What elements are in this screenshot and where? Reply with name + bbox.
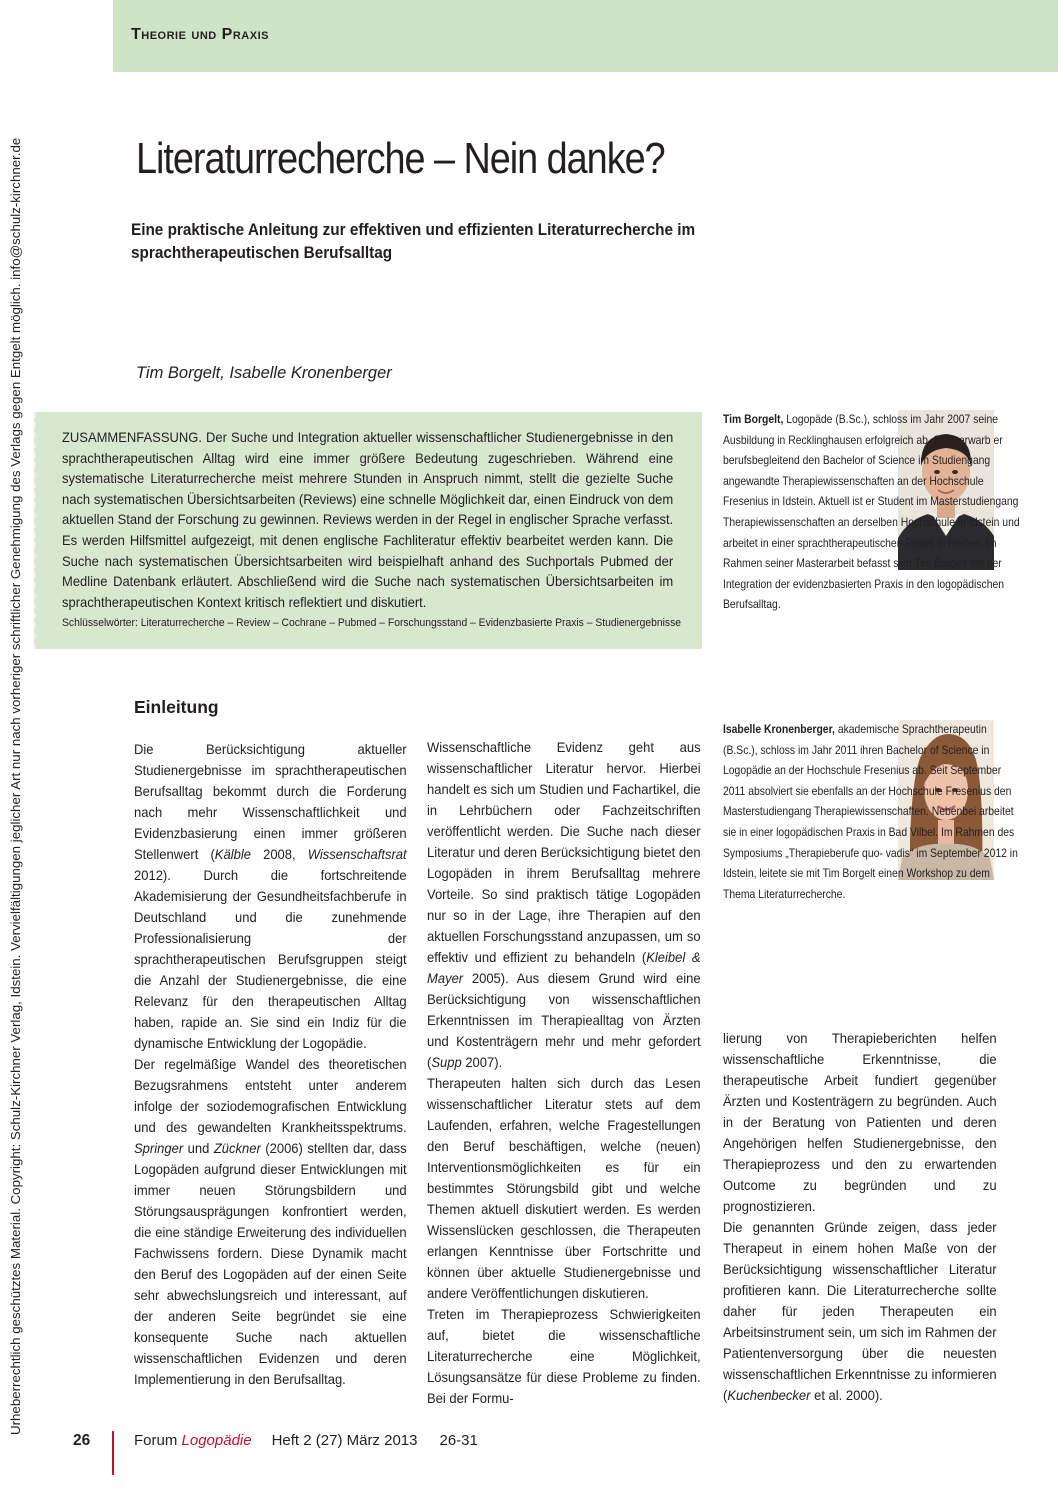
article-authors: Tim Borgelt, Isabelle Kronenberger (136, 364, 392, 382)
text: Die Berücksichtigung aktueller Studienergebnisse im sprachtherapeutischen Berufsalltag bekommt durch die Forderung nach mehr Wissenschaftlichkeit und Evidenzbasierung einen immer größeren Stellenwert ( (134, 742, 407, 862)
page-number: 26 (73, 1432, 91, 1449)
paragraph (134, 739, 407, 1054)
paragraph: lierung von Therapieberichten helfen wissenschaftliche Erkenntnisse, die therapeutische Arbeit fundiert gegenüber Ärzten und Kostenträgern zu begründen. Auch in der Beratung von Patienten und deren Angehörigen helfen Studienergebnisse, den Therapieprozess und den zu erwartenden Outcome zu begründen und zu prognostizieren. (723, 1031, 997, 1214)
text: Die genannten Gründe zeigen, dass jeder Therapeut in einem hohen Maße von der Berücksichtigung wissenschaftlicher Literatur profitieren kann. Die Literaturrecherche sollte daher für jeden Therapeuten ein Arbeitsinstrument sein, um sich im Rahmen der Patientenversorgung über die neuesten wissenschaftlichen Erkenntnisse zu informieren ( (723, 1220, 997, 1403)
body-column-1 (134, 739, 407, 1390)
author-bio-kronenberger (723, 719, 1022, 904)
section-heading: Einleitung (134, 697, 219, 717)
page-range: 26-31 (439, 1432, 478, 1449)
paragraph (723, 1217, 997, 1406)
citation: Wissenschaftsrat (307, 847, 407, 862)
abstract-text: ZUSAMMENFASSUNG. Der Suche und Integration aktueller wissenschaftlicher Studienergebnisse in den sprachtherapeutischen Alltag wird eine immer größere Bedeutung zugeschrieben. Während eine systematische Literaturrecherche meist mehrere Stunden in Anspruch nimmt, stellt die gezielte Suche nach systematischen Übersichtsarbeiten (Reviews) eine schnelle Möglichkeit dar, einen Eindruck von dem aktuellen Stand der Forschung zu gewinnen. Reviews werden in der Regel in englischer Sprache verfasst. Es werden Hilfsmittel aufgezeigt, mit denen englische Fachliteratur effektiv bearbeitet werden kann. Die Suche nach systematischen Übersichtsarbeiten wird beispielhaft anhand des Suchportals Pubmed der Medline Datenbank erläutert. Abschließend wird die Suche nach systematischen Übersichtsarbeiten im sprachtherapeutischen Kontext kritisch reflektiert und diskutiert. (62, 430, 674, 610)
paragraph (427, 737, 701, 1073)
copyright-notice: Urheberrechtlich geschütztes Material. Copyright: Schulz-Kirchner Verlag, Idstein. Vervielfältigungen jeglicher Art nur nach vorheriger schriftlicher Genehmigung des Verlags gegen Entgelt möglich. info@schulz-kirchner.de (8, 137, 23, 1435)
bio-text: Logopäde (B.Sc.), schloss im Jahr 2007 seine Ausbildung in Recklinghausen erfolgreich ab. 2011 erwarb er berufsbegleitend den Bachelor of Science im Studiengang angewandte Therapiewissenschaften an der Hochschule Fresenius in Idstein. Aktuell ist er Student im Masterstudiengang Therapiewissenschaften an derselben Hochschule in Idstein und arbeitet in einer sprachtherapeutischen Praxis in Herten. Im Rahmen seiner Masterarbeit befasst sich Tim Borgelt mit der Integration der evidenzbasierten Praxis in den logopädischen Berufsalltag. (723, 412, 1020, 612)
text: 2012). Durch die fortschreitende Akademisierung der Gesundheitsfachberufe in Deutschland und die zunehmende Professionalisierung der sprachtherapeutischen Berufsgruppen steigt die Anzahl der Studienergebnisse, die eine Relevanz für den therapeutischen Alltag haben, rapide an. Sie sind ein Indiz für die dynamische Entwicklung der Logopädie. (134, 868, 407, 1051)
text: Der regelmäßige Wandel des theoretischen Bezugsrahmens entsteht unter anderem infolge der soziodemografischen Entwicklung und des gewandelten Krankheitsspektrums. (134, 1057, 407, 1135)
bio-name: Tim Borgelt, (723, 412, 784, 426)
text: 2008, (250, 847, 308, 862)
citation: Zückner (213, 1141, 261, 1156)
citation: Supp (431, 1055, 462, 1070)
citation: Springer (134, 1141, 184, 1156)
author-bio-borgelt (723, 409, 1022, 615)
citation: Kälble (214, 847, 251, 862)
text: (2006) stellten dar, dass Logopäden aufgrund dieser Entwicklungen mit immer neuen Störungsbildern und Störungsausprägungen konfrontiert werden, die eine ständige Erweiterung des individuellen Fachwissens fordern. Diese Dynamik macht den Beruf des Logopäden auf der einen Seite sehr abwechslungsreich und interessant, auf der anderen Seite begründet sie eine konsequente Suche nach aktuellen wissenschaftlichen Evidenzen und deren Implementierung in den Berufsalltag. (134, 1141, 407, 1387)
text: Wissenschaftliche Evidenz geht aus wissenschaftlicher Literatur hervor. Hierbei handelt es sich um Studien und Fachartikel, die in Lehrbüchern oder Fachzeitschriften veröffentlicht werden. Die Suche nach dieser Literatur und deren Berücksichtigung bietet den Logopäden in ihrem Berufsalltag mehrere Vorteile. So sind praktisch tätige Logopäden nur so in der Lage, ihre Therapien auf den aktuellen Forschungsstand anzupassen, um so effektiv und effizient zu behandeln ( (427, 740, 701, 965)
journal-issue: Heft 2 (27) März 2013 (271, 1432, 418, 1449)
article-subtitle: Eine praktische Anleitung zur effektiven und effizienten Literaturrecherche im sprachtherapeutischen Berufsalltag (131, 221, 696, 262)
footer-divider (112, 1431, 114, 1475)
journal-info (134, 1432, 478, 1449)
text: 2007). (461, 1055, 503, 1070)
bio-text: akademische Sprachtherapeutin (B.Sc.), schloss im Jahr 2011 ihren Bachelor of Science in Logopädie an der Hochschule Fresenius ab. Seit September 2011 absolviert sie ebenfalls an der Hochschule Fresenius den Masterstudiengang Therapiewissenschaften. Nebenbei arbeitet sie in einer logopädischen Praxis in Bad Vilbel. Im Rahmen des Symposiums „Therapieberufe quo- vadis“ im September 2012 in Idstein, leitete sie mit Tim Borgelt einen Workshop zu dem Thema Literaturrecherche. (723, 722, 1018, 901)
text: et al. 2000). (810, 1388, 883, 1403)
paragraph (134, 1054, 407, 1390)
body-column-3 (723, 1028, 997, 1406)
keywords: Schlüsselwörter: Literaturrecherche – Review – Cochrane – Pubmed – Forschungsstand – Evidenzbasierte Praxis – Studienergebnisse (62, 617, 682, 629)
text: 2005). Aus diesem Grund wird eine Berücksichtigung von wissenschaftlichen Erkenntnissen im Therapiealltag von Ärzten und Kostenträgern mehr und mehr gefordert ( (427, 971, 701, 1070)
text: und (183, 1141, 214, 1156)
citation: Kleibel & Mayer (427, 950, 701, 986)
bio-name: Isabelle Kronenberger, (723, 722, 835, 736)
body-column-2 (427, 737, 701, 1409)
journal-forum: Forum (134, 1432, 178, 1449)
paragraph: Therapeuten halten sich durch das Lesen wissenschaftlicher Literatur stets auf dem Laufenden, erfahren, welche Fragestellungen den Beruf beschäftigen, welche (neuen) Interventionsmöglichkeiten es für ein bestimmtes Störungsbild gibt und welche Themen aktuell diskutiert werden. Es werden Wissenslücken geschlossen, die Therapeuten erlangen Kenntnisse über Fortschritte und können über aktuelle Studienergebnisse und andere Veröffentlichungen diskutieren. (427, 1076, 701, 1301)
paragraph: Treten im Therapieprozess Schwierigkeiten auf, bietet die wissenschaftliche Literaturrecherche eine Möglichkeit, Lösungsansätze für diese Probleme zu finden. Bei der Formu- (427, 1307, 701, 1406)
citation: Kuchenbecker (727, 1388, 811, 1403)
section-label: Theorie und Praxis (131, 26, 269, 43)
article-title: Literaturrecherche – Nein danke? (136, 134, 665, 183)
journal-logo: Logopädie (181, 1432, 252, 1449)
